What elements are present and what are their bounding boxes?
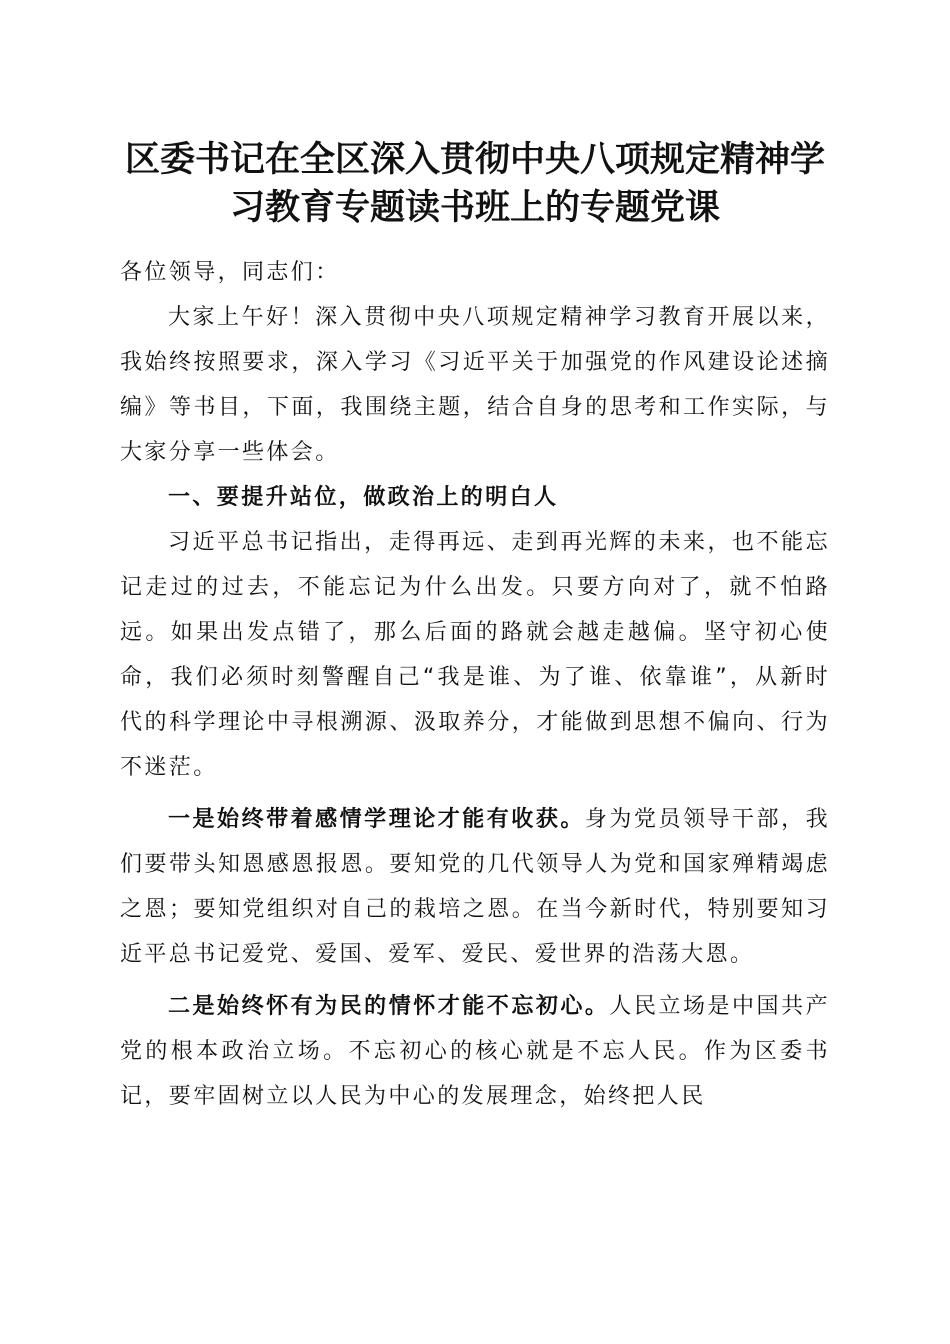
document-title — [100, 136, 850, 232]
point-one-text: 身为党员领导干部，我们要带头知恩感恩报恩。要知党的几代领导人为党和国家殚精竭虑之恩；要知党组织对自己的栽培之恩。在当今新时代，特别要知习近平总书记爱党、爱国、爱军、爱民、爱世界的浩荡大恩。 — [120, 807, 830, 967]
salutation: 各位领导，同志们： — [120, 260, 340, 285]
point-two-paragraph — [120, 984, 830, 1119]
point-two-text: 人民立场是中国共产党的根本政治立场。不忘初心的核心就是不忘人民。作为区委书记，要牢固树立以人民为中心的发展理念，始终把人民 — [120, 994, 831, 1109]
title-line-2: 习教育专题读书班上的专题党课 — [229, 187, 720, 228]
point-one-paragraph — [120, 797, 830, 977]
title-line-1: 区委书记在全区深入贯彻中央八项规定精神学 — [124, 139, 825, 180]
section-heading: 一、要提升站位，做政治上的明白人 — [168, 485, 559, 510]
point-two-lead: 二是始终怀有为民的情怀才能不忘初心。 — [168, 994, 610, 1019]
section-paragraph: 习近平总书记指出，走得再远、走到再光辉的未来，也不能忘记走过的过去，不能忘记为什么出发。只要方向对了，就不怕路远。如果出发点错了，那么后面的路就会越走越偏。坚守初心使命，我们必须时刻警醒自己“我是谁、为了谁、依靠谁”，从新时代的科学理论中寻根溯源、汲取养分，才能做到思想不偏向、行为不迷茫。 — [120, 530, 830, 780]
intro-paragraph: 大家上午好！深入贯彻中央八项规定精神学习教育开展以来，我始终按照要求，深入学习《习近平关于加强党的作风建设论述摘编》等书目，下面，我围绕主题，结合自身的思考和工作实际，与大家分享一些体会。 — [120, 305, 830, 465]
point-one-lead: 一是始终带着感情学理论才能有收获。 — [168, 807, 585, 832]
document-body — [120, 250, 830, 1119]
